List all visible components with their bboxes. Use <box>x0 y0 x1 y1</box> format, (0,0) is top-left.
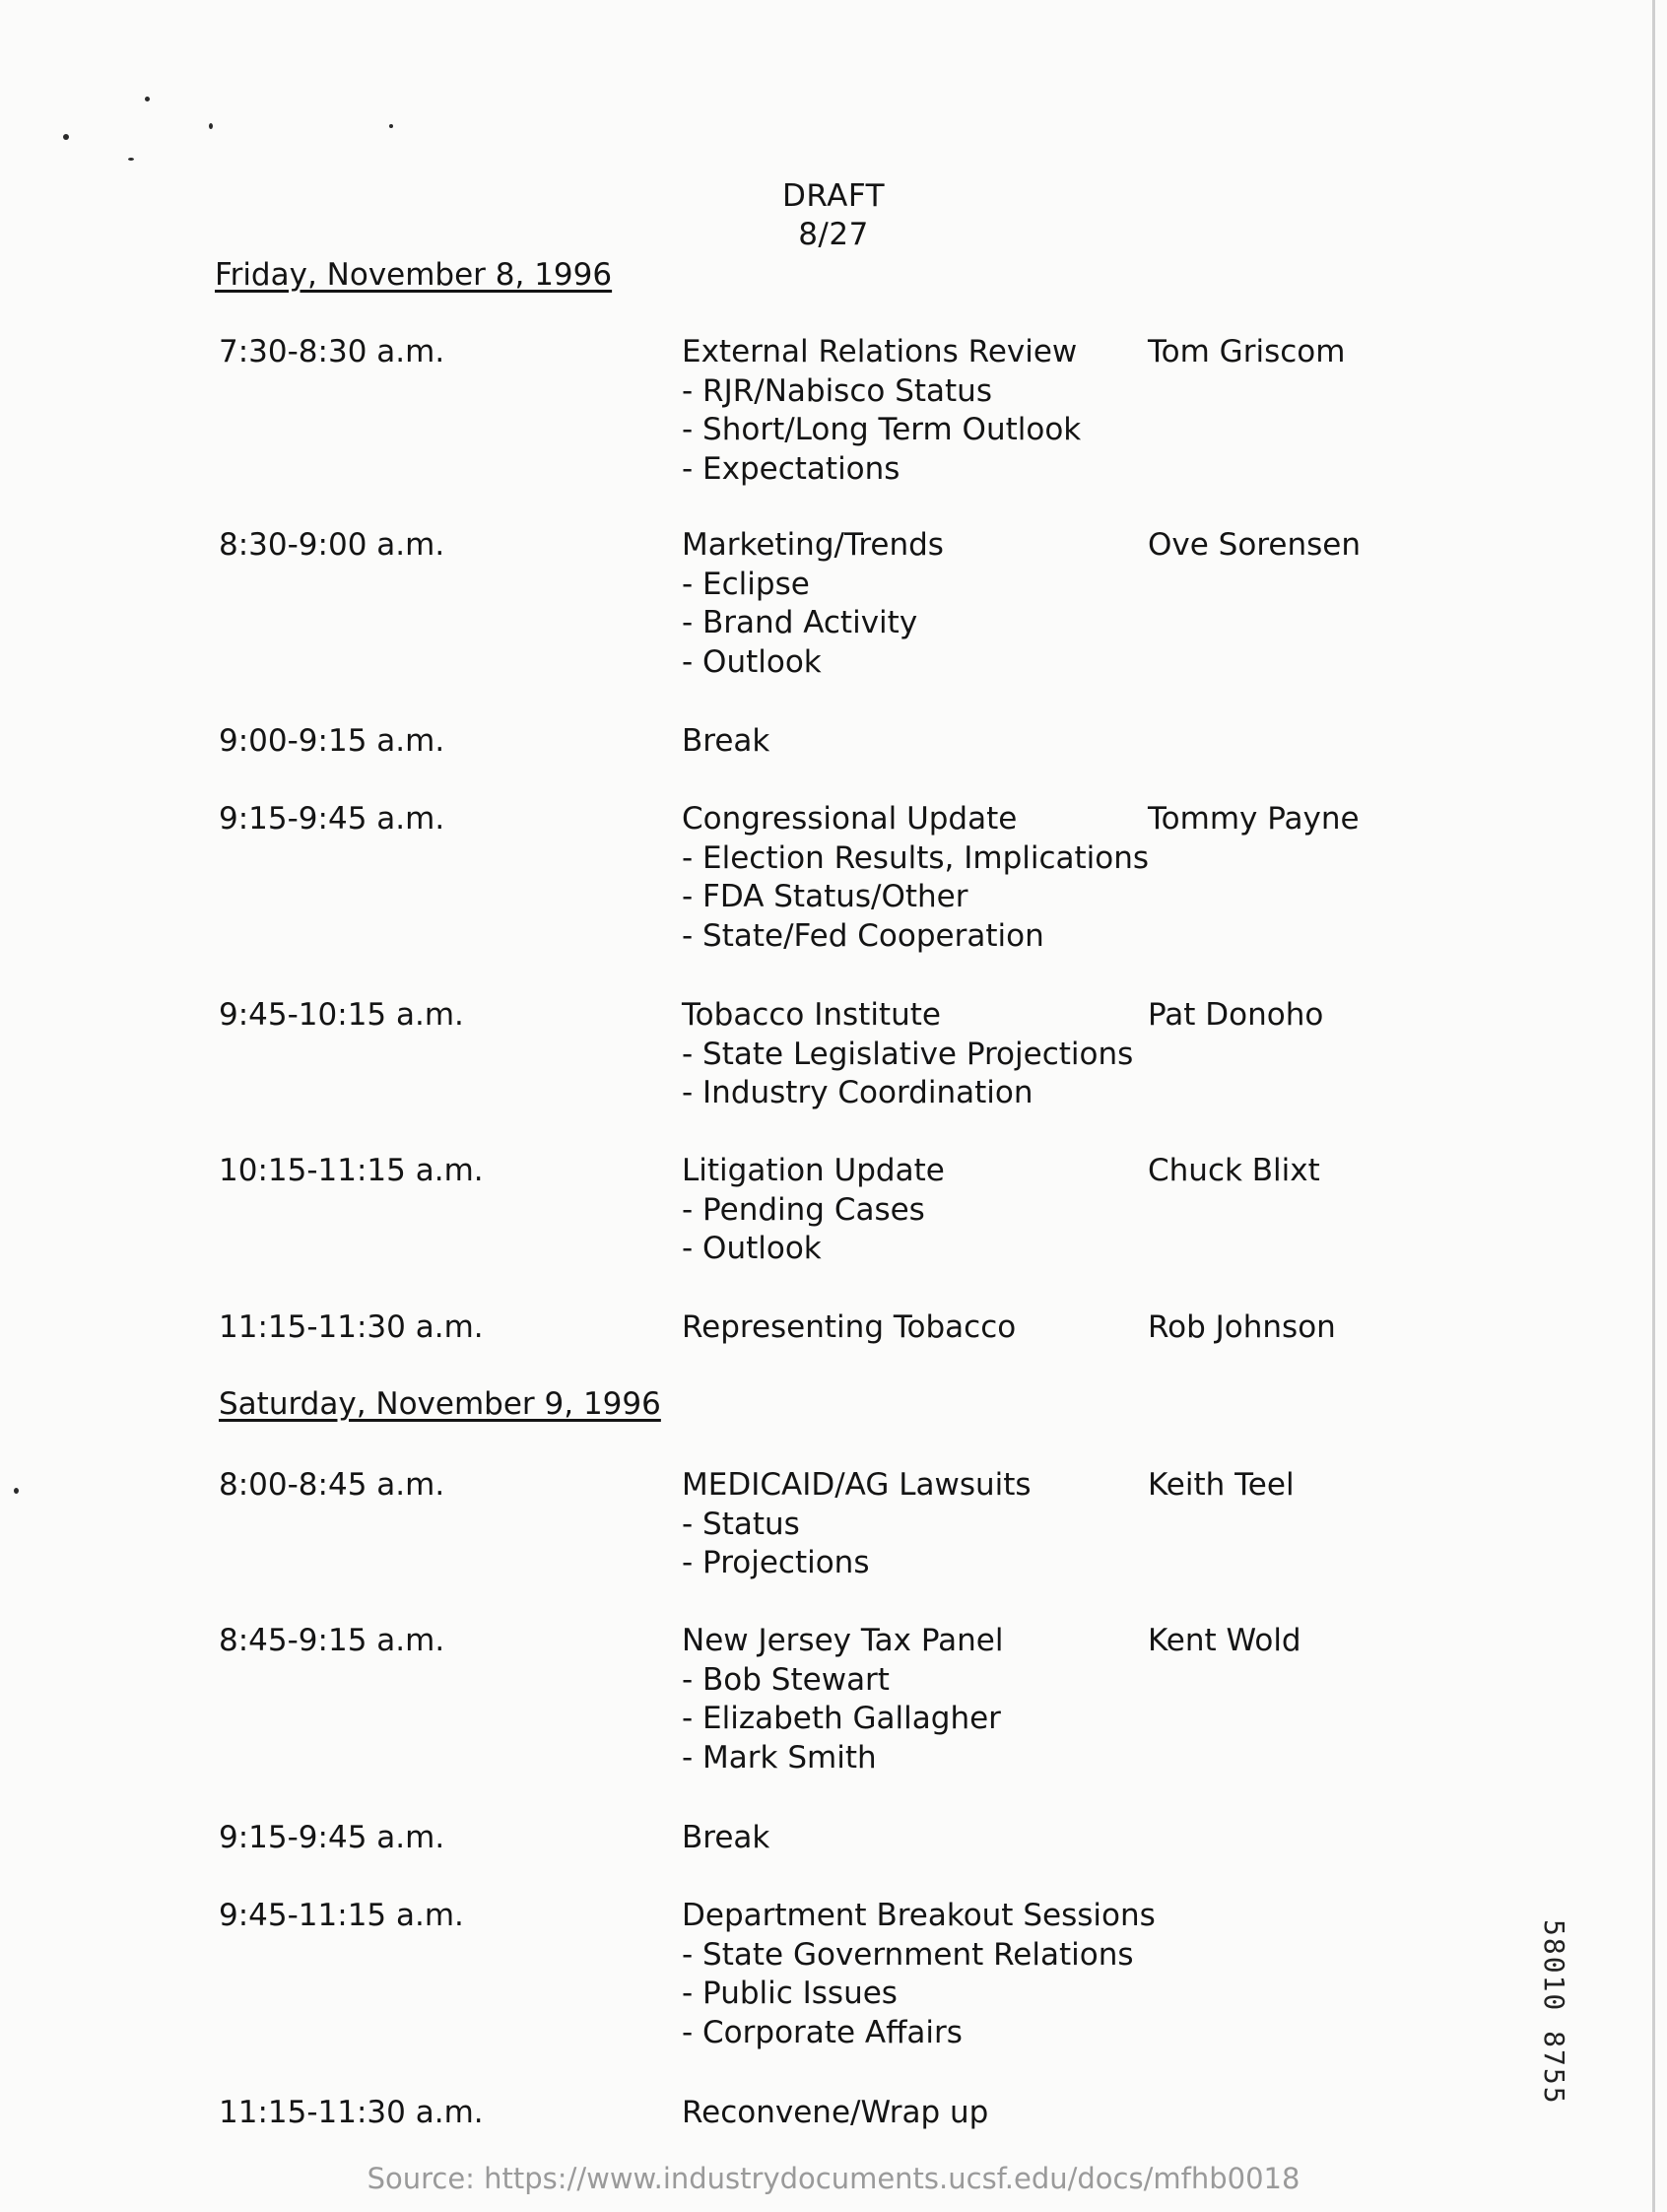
scan-speck <box>128 158 134 161</box>
presenter-name: Tom Griscom <box>1148 334 1346 369</box>
time-slot: 9:15-9:45 a.m. <box>219 801 445 837</box>
topic-subitem: - Bob Stewart <box>682 1661 890 1698</box>
presenter-name: Kent Wold <box>1148 1623 1301 1658</box>
topic-subitem: - Industry Coordination <box>682 1075 1034 1110</box>
topic-title: Tobacco Institute <box>682 997 941 1033</box>
time-slot: 8:00-8:45 a.m. <box>219 1467 445 1503</box>
topic-subitem: - Election Results, Implications <box>682 839 1150 876</box>
presenter-name: Rob Johnson <box>1148 1309 1336 1345</box>
topic-title: Reconvene/Wrap up <box>682 2095 989 2130</box>
source-footer: Source: https://www.industrydocuments.ucsf.edu/docs/mfhb0018 <box>367 2162 1300 2195</box>
session-topic <box>682 800 1149 956</box>
draft-label: DRAFT <box>781 178 886 214</box>
scan-speck <box>209 123 213 129</box>
topic-title: Department Breakout Sessions <box>682 1898 1156 1933</box>
time-slot: 11:15-11:30 a.m. <box>219 1309 484 1345</box>
scan-speck <box>14 1488 19 1494</box>
topic-subitem: - Public Issues <box>682 1976 898 2011</box>
session-topic <box>682 1819 769 1858</box>
session-topic <box>682 1466 1032 1583</box>
time-slot: 9:00-9:15 a.m. <box>219 723 445 759</box>
topic-subitem: - Expectations <box>682 450 900 487</box>
topic-subitem: - Short/Long Term Outlook <box>682 412 1082 447</box>
time-slot: 9:15-9:45 a.m. <box>219 1820 445 1855</box>
topic-title: Litigation Update <box>682 1153 945 1188</box>
session-topic <box>682 1308 1016 1348</box>
time-slot: 8:30-9:00 a.m. <box>219 527 445 563</box>
time-slot: 10:15-11:15 a.m. <box>219 1153 484 1188</box>
topic-subitem: - State Government Relations <box>682 1936 1134 1973</box>
topic-subitem: - FDA Status/Other <box>682 879 968 914</box>
topic-title: Representing Tobacco <box>682 1309 1017 1345</box>
draft-date: 8/27 <box>798 217 869 252</box>
presenter-name: Chuck Blixt <box>1148 1153 1320 1188</box>
topic-subitem: - Corporate Affairs <box>682 2014 963 2050</box>
session-topic <box>682 996 1133 1113</box>
presenter-name: Ove Sorensen <box>1148 527 1361 563</box>
topic-title: Break <box>682 723 770 759</box>
scan-speck <box>63 134 69 140</box>
scan-speck <box>389 124 393 128</box>
topic-title: Congressional Update <box>682 801 1018 837</box>
topic-title: New Jersey Tax Panel <box>682 1623 1004 1658</box>
scan-speck <box>145 97 150 101</box>
session-topic <box>682 1897 1156 2052</box>
topic-subitem: - Outlook <box>682 643 822 680</box>
topic-subitem: - Pending Cases <box>682 1191 925 1228</box>
presenter-name: Pat Donoho <box>1148 997 1324 1033</box>
topic-subitem: - State Legislative Projections <box>682 1036 1134 1072</box>
topic-subitem: - Elizabeth Gallagher <box>682 1701 1001 1736</box>
time-slot: 11:15-11:30 a.m. <box>219 2095 484 2130</box>
day-heading: Friday, November 8, 1996 <box>215 257 613 293</box>
page-edge <box>1652 0 1655 2212</box>
topic-subitem: - Projections <box>682 1545 870 1580</box>
topic-title: External Relations Review <box>682 334 1078 369</box>
topic-title: Break <box>682 1820 770 1855</box>
topic-subitem: - Eclipse <box>682 566 810 602</box>
session-topic <box>682 722 769 762</box>
topic-subitem: - RJR/Nabisco Status <box>682 372 992 409</box>
day-heading: Saturday, November 9, 1996 <box>219 1386 661 1422</box>
presenter-name: Tommy Payne <box>1148 801 1360 837</box>
topic-subitem: - Brand Activity <box>682 605 918 640</box>
topic-subitem: - Status <box>682 1506 800 1542</box>
topic-title: Marketing/Trends <box>682 527 944 563</box>
session-topic <box>682 526 944 682</box>
session-topic <box>682 2094 988 2133</box>
document-id-number: 58010 8755 <box>1538 1919 1570 2106</box>
topic-subitem: - State/Fed Cooperation <box>682 917 1044 954</box>
time-slot: 9:45-10:15 a.m. <box>219 997 464 1033</box>
topic-title: MEDICAID/AG Lawsuits <box>682 1467 1032 1503</box>
time-slot: 9:45-11:15 a.m. <box>219 1898 464 1933</box>
time-slot: 8:45-9:15 a.m. <box>219 1623 445 1658</box>
topic-subitem: - Outlook <box>682 1231 822 1266</box>
session-topic <box>682 333 1081 489</box>
session-topic <box>682 1622 1003 1777</box>
session-topic <box>682 1152 945 1269</box>
time-slot: 7:30-8:30 a.m. <box>219 334 445 369</box>
topic-subitem: - Mark Smith <box>682 1739 877 1776</box>
presenter-name: Keith Teel <box>1148 1467 1295 1503</box>
